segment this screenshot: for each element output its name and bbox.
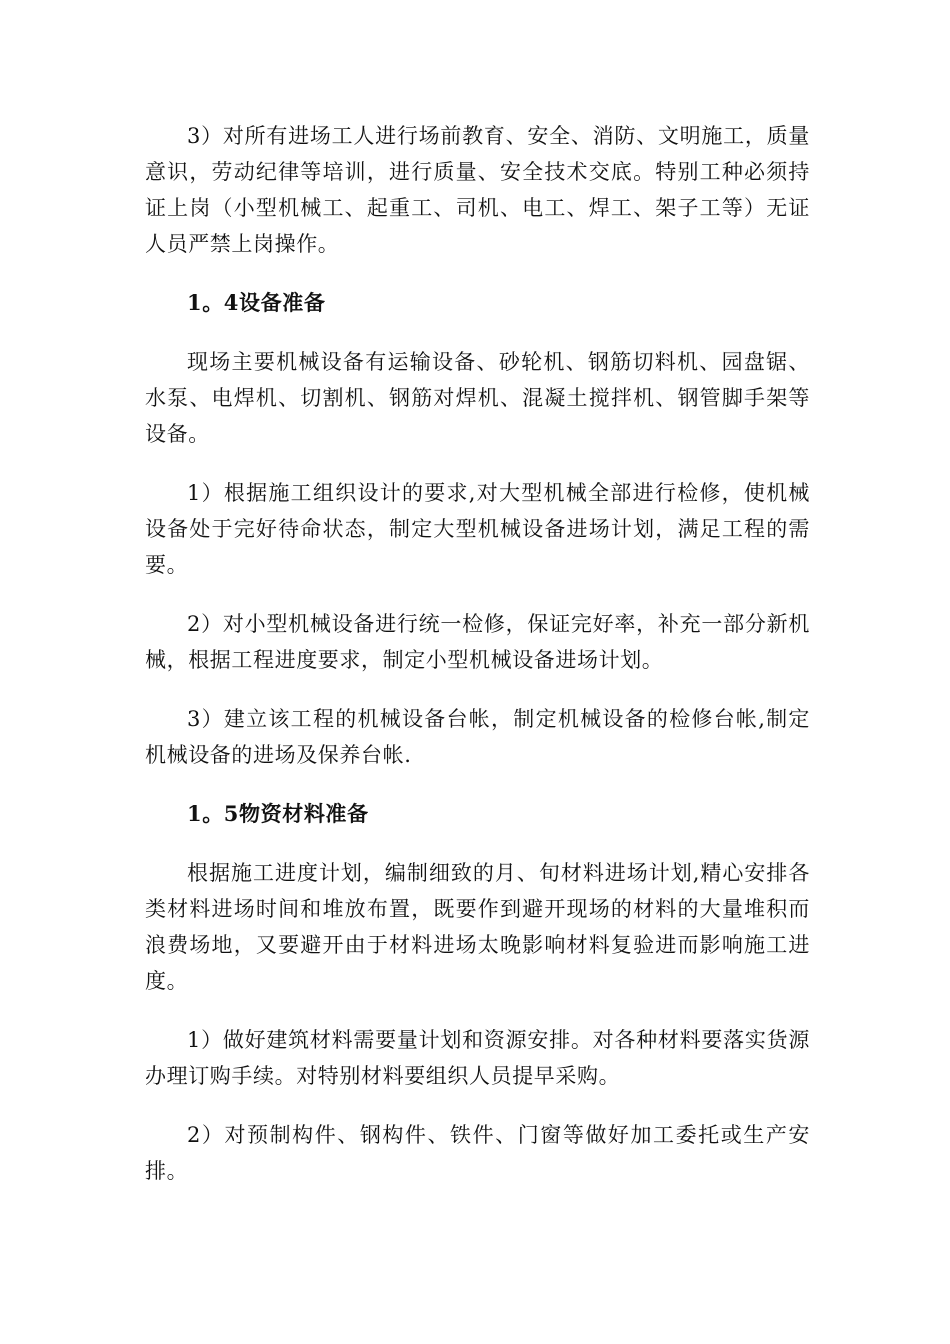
paragraph-equipment-ledger: 3）建立该工程的机械设备台帐，制定机械设备的检修台帐,制定机械设备的进场及保养台帐. [145,707,810,767]
paragraph-material-planning: 1）做好建筑材料需要量计划和资源安排。对各种材料要落实货源办理订购手续。对特别材料要组织人员提早采购。 [145,1028,810,1088]
document-body [145,118,810,1212]
paragraph-large-machinery: 1）根据施工组织设计的要求,对大型机械全部进行检修，使机械设备处于完好待命状态，制定大型机械设备进场计划，满足工程的需要。 [145,481,810,577]
section-heading-equipment: 1。4设备准备 [187,290,326,315]
paragraph-prefab-components: 2）对预制构件、钢构件、铁件、门窗等做好加工委托或生产安排。 [145,1123,810,1183]
paragraph-small-machinery: 2）对小型机械设备进行统一检修，保证完好率，补充一部分新机械，根据工程进度要求，制定小型机械设备进场计划。 [145,612,810,672]
paragraph-material-schedule: 根据施工进度计划，编制细致的月、旬材料进场计划,精心安排各类材料进场时间和堆放布置，既要作到避开现场的材料的大量堆积而浪费场地，又要避开由于材料进场太晚影响材料复验进而影响施工进度。 [145,861,810,993]
section-heading-materials: 1。5物资材料准备 [187,801,369,826]
paragraph-equipment-list: 现场主要机械设备有运输设备、砂轮机、钢筋切料机、园盘锯、水泵、电焊机、切割机、钢筋对焊机、混凝土搅拌机、钢管脚手架等设备。 [145,350,810,446]
paragraph-worker-training: 3）对所有进场工人进行场前教育、安全、消防、文明施工，质量意识，劳动纪律等培训，进行质量、安全技术交底。特别工种必须持证上岗（小型机械工、起重工、司机、电工、焊工、架子工等）无证人员严禁上岗操作。 [145,124,810,256]
